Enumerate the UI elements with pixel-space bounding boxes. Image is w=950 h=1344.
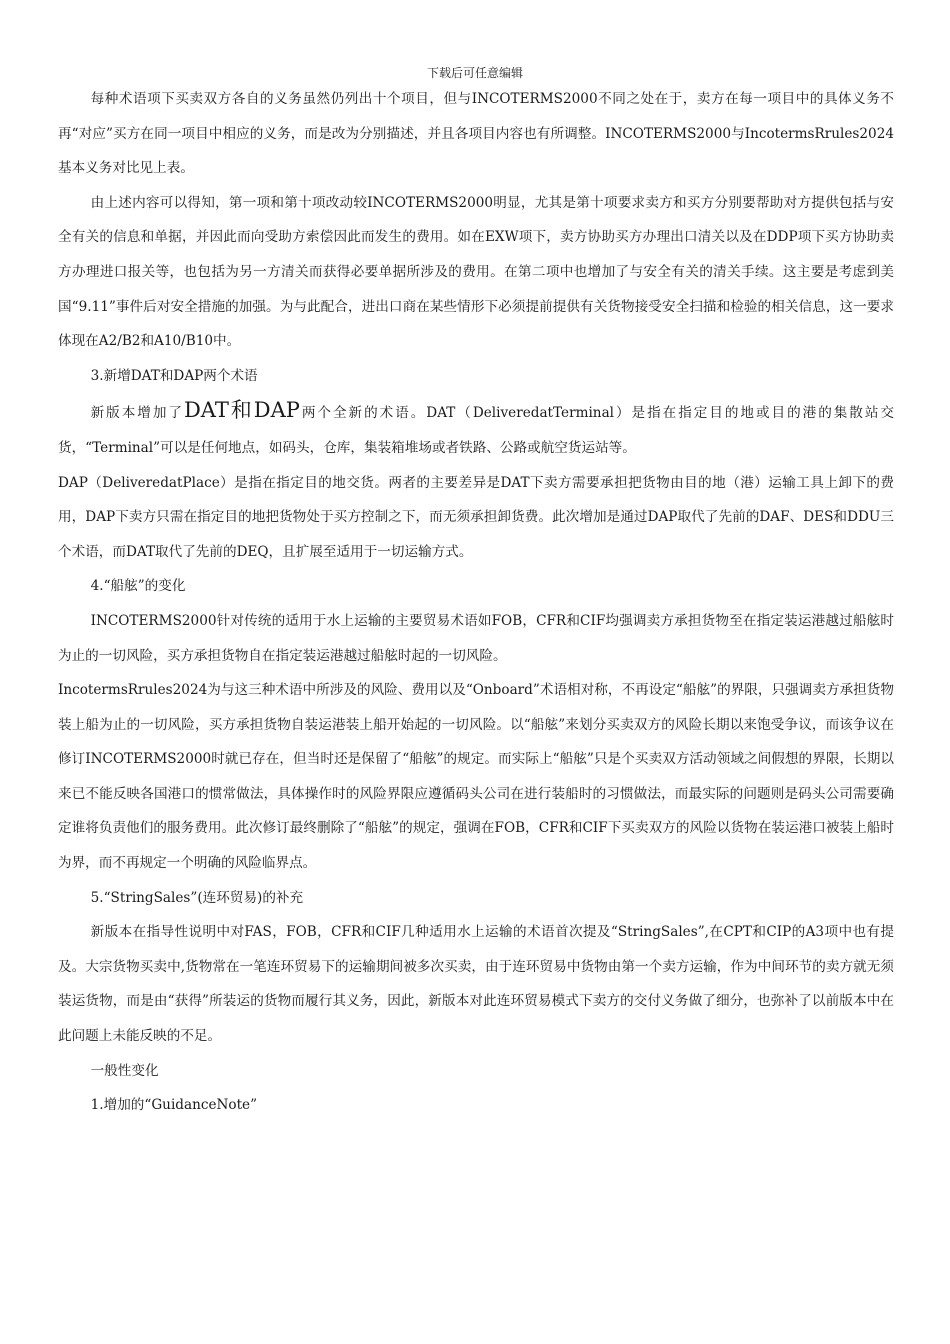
page-header: 下载后可任意编辑 — [426, 66, 523, 80]
section-heading-string-sales: 5.“StringSales”(连环贸易)的补充 — [90, 889, 304, 906]
section-heading-general-changes: 一般性变化 — [90, 1062, 159, 1079]
paragraph-dat-prefix: 新版本增加了 — [90, 405, 184, 422]
paragraph-dap-definition: DAP（DeliveredatPlace）是指在指定目的地交货。两者的主要差异是DAT下卖方需要承担把货物由目的地（港）运输工具上卸下的费用，DAP下卖方只需在指定目的地把货物处于买方控制之下，而无须承担卸货费。此次增加是通过DAP取代了先前的DAF、DES和DDU三个术语，而DAT取代了先前的DEQ，且扩展至适用于一切运输方式。 — [58, 474, 894, 560]
paragraph-incoterms2000-risk: INCOTERMS2000针对传统的适用于水上运输的主要贸易术语如FOB，CFR和CIF均强调卖方承担货物至在指定装运港越过船舷时为止的一切风险，买方承担货物自在指定装运港越过船舷时起的一切风险。 — [58, 612, 894, 664]
section-heading-dat-dap: 3.新增DAT和DAP两个术语 — [90, 367, 258, 384]
paragraph-string-sales: 新版本在指导性说明中对FAS，FOB，CFR和CIF几种适用水上运输的术语首次提及“StringSales”,在CPT和CIP的A3项中也有提及。大宗货物买卖中,货物常在一笔连环贸易下的运输期间被多次买卖，由于连环贸易中货物由第一个卖方运输，作为中间环节的卖方就无须装运货物，而是由“获得”所装运的货物而履行其义务，因此，新版本对此连环贸易模式下卖方的交付义务做了细分，也弥补了以前版本中在此问题上未能反映的不足。 — [58, 924, 894, 1045]
paragraph-dat-definition — [58, 393, 894, 465]
paragraph-dat-emphasis: DAT和DAP — [183, 398, 300, 423]
document-body — [58, 82, 894, 1123]
section-heading-ship-rail: 4.“船舷”的变化 — [90, 578, 186, 595]
paragraph-incoterms2024-risk: IncotermsRrules2024为与这三种术语中所涉及的风险、费用以及“Onboard”术语相对称，不再设定“船舷”的界限，只强调卖方承担货物装上船为止的一切风险，买方承担货物自装运港装上船开始起的一切风险。以“船舷”来划分买卖双方的风险长期以来饱受争议，而该争议在修订INCOTERMS2000时就已存在，但当时还是保留了“船舷”的规定。而实际上“船舷”只是个买卖双方活动领域之间假想的界限，长期以来已不能反映各国港口的惯常做法，具体操作时的风险界限应遵循码头公司在进行装船时的习惯做法，而最实际的问题则是码头公司需要确定谁将负责他们的服务费用。此次修订最终删除了“船舷”的规定，强调在FOB，CFR和CIF下买卖双方的风险以货物在装运港口被装上船时为界，而不再规定一个明确的风险临界点。 — [58, 682, 894, 872]
section-heading-guidance-note: 1.增加的“GuidanceNote” — [90, 1097, 258, 1114]
paragraph-security-changes: 由上述内容可以得知，第一项和第十项改动较INCOTERMS2000明显，尤其是第十项要求卖方和买方分别要帮助对方提供包括与安全有关的信息和单据，并因此而向受助方索偿因此而发生的费用。如在EXW项下，卖方协助买方办理出口清关以及在DDP项下买方协助卖方办理进口报关等，也包括为另一方清关而获得必要单据所涉及的费用。在第二项中也增加了与安全有关的清关手续。这主要是考虑到美国“9.11”事件后对安全措施的加强。为与此配合，进出口商在某些情形下必须提前提供有关货物接受安全扫描和检验的相关信息，这一要求体现在A2/B2和A10/B10中。 — [58, 194, 894, 350]
paragraph-dat-rest: 两个全新的术语。DAT（DeliveredatTerminal）是指在指定目的地或目的港的集散站交货，“Terminal”可以是任何地点，如码头，仓库，集装箱堆场或者铁路、公路或航空货运站等。 — [58, 405, 895, 456]
paragraph-obligations: 每种术语项下买卖双方各自的义务虽然仍列出十个项目，但与INCOTERMS2000不同之处在于，卖方在每一项目中的具体义务不再“对应”买方在同一项目中相应的义务，而是改为分别描述，并且各项目内容也有所调整。INCOTERMS2000与IncotermsRrules2024基本义务对比见上表。 — [58, 91, 894, 177]
